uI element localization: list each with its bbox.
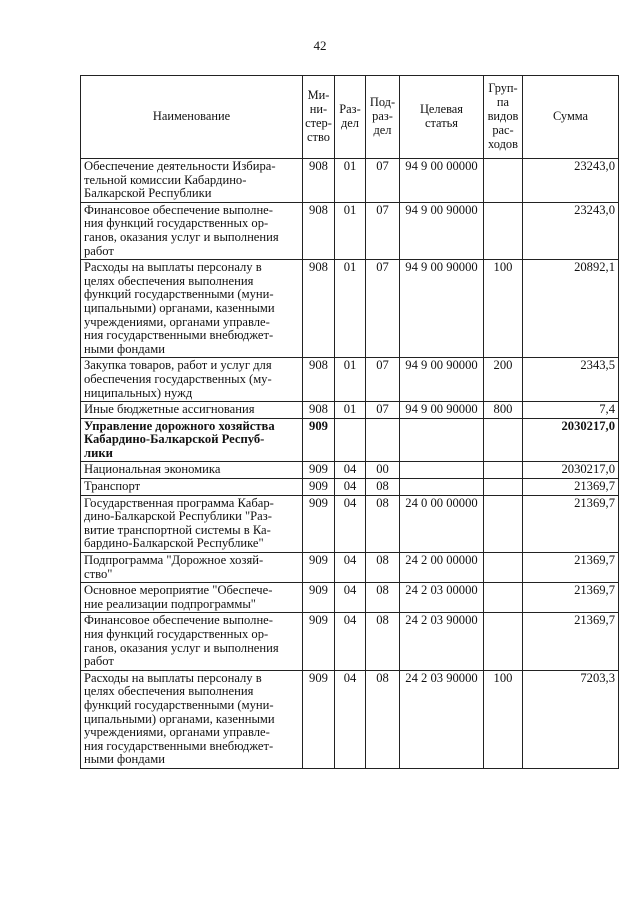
row-subsection: 08 [366, 479, 400, 496]
row-sum: 23243,0 [523, 159, 619, 203]
row-name: Расходы на выплаты персоналу в целях обеспечения выполнения функций государственными (муни- ципальными) органами, казенными учреждениями, органами управле- ния государственными внебюджет- ными фондами [81, 260, 303, 358]
row-name: Обеспечение деятельности Избира- тельной комиссии Кабардино- Балкарской Республики [81, 159, 303, 203]
row-target: 94 9 00 90000 [400, 260, 484, 358]
row-sum: 21369,7 [523, 479, 619, 496]
row-sum: 23243,0 [523, 202, 619, 259]
row-name: Государственная программа Кабар- дино-Балкарской Республики "Раз- витие транспортной системы в Ка- бардино-Балкарской Республике" [81, 495, 303, 552]
row-ministry: 909 [303, 583, 335, 613]
row-target [400, 479, 484, 496]
row-name: Финансовое обеспечение выполне- ния функций государственных ор- ганов, оказания услуг и выполнения работ [81, 202, 303, 259]
table-row [81, 418, 619, 462]
row-subsection: 08 [366, 670, 400, 768]
row-sum: 2343,5 [523, 358, 619, 402]
row-subsection: 08 [366, 495, 400, 552]
row-name: Национальная экономика [81, 462, 303, 479]
row-target: 24 2 03 00000 [400, 583, 484, 613]
row-section: 01 [335, 202, 366, 259]
row-target: 24 0 00 00000 [400, 495, 484, 552]
row-subsection: 07 [366, 202, 400, 259]
table-row [81, 260, 619, 358]
header-ministry: Ми- ни- стер- ство [303, 76, 335, 159]
row-sum: 2030217,0 [523, 418, 619, 462]
table-row [81, 613, 619, 670]
row-name: Закупка товаров, работ и услуг для обеспечения государственных (му- ниципальных) нужд [81, 358, 303, 402]
row-ministry: 909 [303, 613, 335, 670]
header-section: Раз- дел [335, 76, 366, 159]
row-name: Управление дорожного хозяйства Кабардино-Балкарской Респуб- лики [81, 418, 303, 462]
row-subsection: 08 [366, 553, 400, 583]
row-ministry: 908 [303, 402, 335, 419]
row-subsection: 07 [366, 260, 400, 358]
row-group [484, 495, 523, 552]
row-group: 200 [484, 358, 523, 402]
row-group [484, 159, 523, 203]
row-ministry: 908 [303, 358, 335, 402]
row-section: 01 [335, 159, 366, 203]
row-ministry: 909 [303, 553, 335, 583]
row-section: 04 [335, 479, 366, 496]
page-number: 42 [313, 38, 327, 53]
row-target: 94 9 00 90000 [400, 358, 484, 402]
table-row [81, 553, 619, 583]
row-ministry: 909 [303, 462, 335, 479]
row-name: Основное мероприятие "Обеспече- ние реализации подпрограммы" [81, 583, 303, 613]
row-target: 94 9 00 90000 [400, 202, 484, 259]
row-group: 100 [484, 670, 523, 768]
row-sum: 7,4 [523, 402, 619, 419]
row-section: 01 [335, 260, 366, 358]
row-group [484, 479, 523, 496]
row-group: 800 [484, 402, 523, 419]
row-sum: 21369,7 [523, 553, 619, 583]
row-group: 100 [484, 260, 523, 358]
row-section: 04 [335, 495, 366, 552]
row-section [335, 418, 366, 462]
row-subsection: 07 [366, 159, 400, 203]
header-group: Груп- па видов рас- ходов [484, 76, 523, 159]
row-group [484, 553, 523, 583]
row-section: 04 [335, 613, 366, 670]
row-name: Иные бюджетные ассигнования [81, 402, 303, 419]
row-group [484, 202, 523, 259]
table-row [81, 495, 619, 552]
row-sum: 20892,1 [523, 260, 619, 358]
row-group [484, 583, 523, 613]
row-subsection: 07 [366, 402, 400, 419]
row-section: 01 [335, 402, 366, 419]
table-row [81, 402, 619, 419]
row-name: Подпрограмма "Дорожное хозяй- ство" [81, 553, 303, 583]
row-group [484, 462, 523, 479]
row-target [400, 418, 484, 462]
row-subsection: 07 [366, 358, 400, 402]
row-ministry: 909 [303, 670, 335, 768]
row-name: Финансовое обеспечение выполне- ния функций государственных ор- ганов, оказания услуг и выполнения работ [81, 613, 303, 670]
budget-table [80, 75, 619, 769]
row-sum: 2030217,0 [523, 462, 619, 479]
table-row [81, 670, 619, 768]
row-ministry: 909 [303, 495, 335, 552]
header-subsection: Под- раз- дел [366, 76, 400, 159]
table-row [81, 202, 619, 259]
table-row [81, 479, 619, 496]
row-sum: 21369,7 [523, 613, 619, 670]
row-ministry: 909 [303, 479, 335, 496]
row-sum: 7203,3 [523, 670, 619, 768]
row-group [484, 418, 523, 462]
row-sum: 21369,7 [523, 495, 619, 552]
row-section: 04 [335, 670, 366, 768]
row-name: Расходы на выплаты персоналу в целях обеспечения выполнения функций государственными (муни- ципальными) органами, казенными учреждениями, органами управле- ния государственными внебюджет- ными фондами [81, 670, 303, 768]
row-target: 24 2 00 00000 [400, 553, 484, 583]
row-target [400, 462, 484, 479]
row-target: 24 2 03 90000 [400, 670, 484, 768]
row-target: 24 2 03 90000 [400, 613, 484, 670]
header-target: Целевая статья [400, 76, 484, 159]
row-subsection [366, 418, 400, 462]
row-section: 04 [335, 462, 366, 479]
table-row [81, 159, 619, 203]
row-subsection: 00 [366, 462, 400, 479]
row-section: 04 [335, 553, 366, 583]
row-group [484, 613, 523, 670]
row-target: 94 9 00 90000 [400, 402, 484, 419]
header-name: Наименование [81, 76, 303, 159]
row-ministry: 909 [303, 418, 335, 462]
row-ministry: 908 [303, 260, 335, 358]
table-row [81, 358, 619, 402]
row-section: 01 [335, 358, 366, 402]
row-sum: 21369,7 [523, 583, 619, 613]
row-name: Транспорт [81, 479, 303, 496]
row-ministry: 908 [303, 159, 335, 203]
row-section: 04 [335, 583, 366, 613]
table-row [81, 583, 619, 613]
row-subsection: 08 [366, 613, 400, 670]
row-subsection: 08 [366, 583, 400, 613]
row-ministry: 908 [303, 202, 335, 259]
header-sum: Сумма [523, 76, 619, 159]
row-target: 94 9 00 00000 [400, 159, 484, 203]
table-row [81, 462, 619, 479]
header-row [81, 76, 619, 159]
